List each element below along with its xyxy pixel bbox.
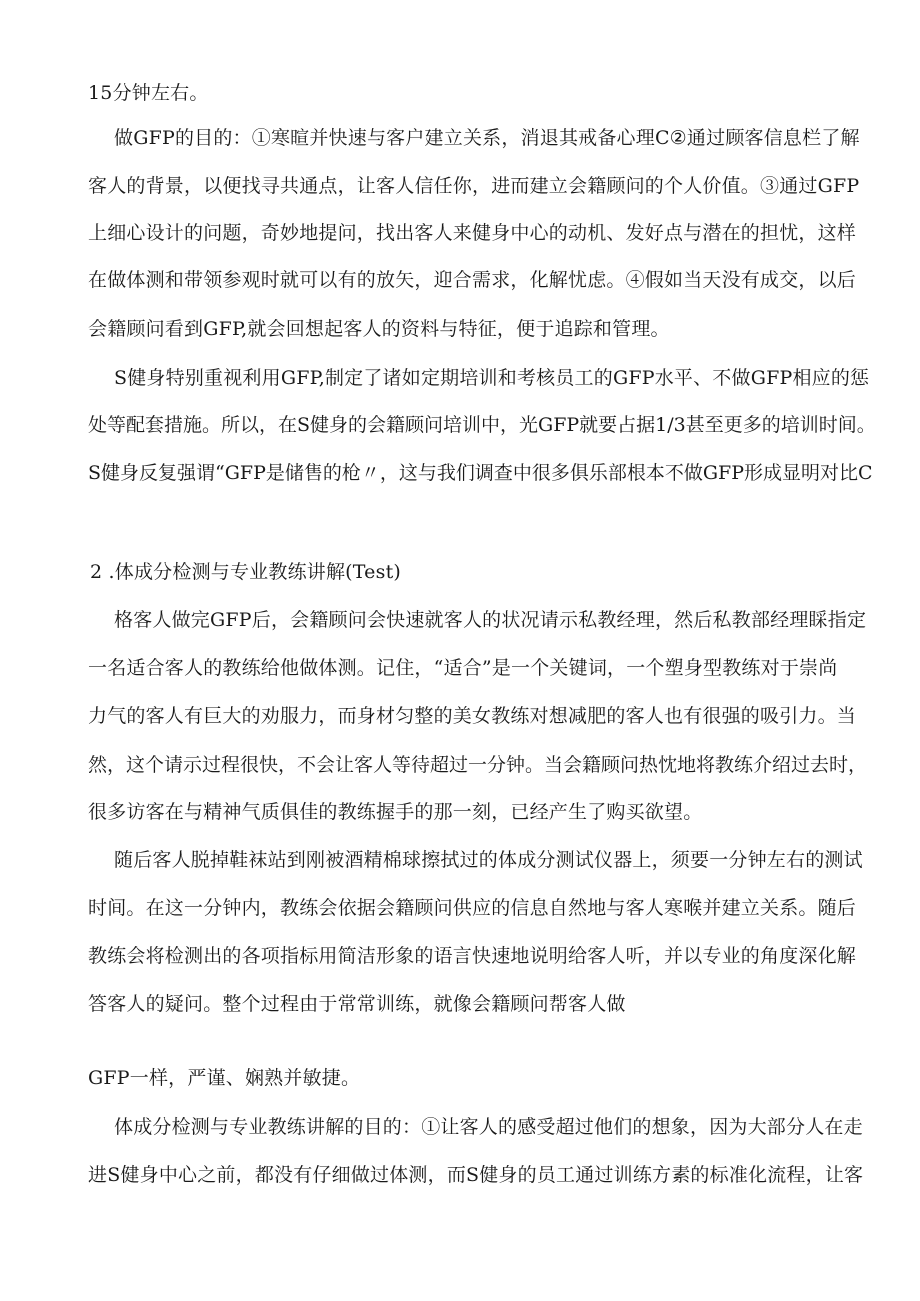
text-line: 一名适合客人的教练给他做体测。记住，“适合”是一个关键词，一个塑身型教练对于崇尚 — [88, 657, 838, 679]
paragraph-first-line: 做GFP的目的：①寒暄并快速与客户建立关系，消退其戒备心理C②通过顾客信息栏了解 — [114, 127, 860, 149]
text-line: 教练会将检测出的各项指标用简洁形象的语言快速地说明给客人听，并以专业的角度深化解 — [88, 945, 857, 967]
text-line: 答客人的疑问。整个过程由于常常训练，就像会籍顾问帮客人做 — [88, 993, 626, 1015]
text-line: 会籍顾问看到GFP,就会回想起客人的资料与特征，便于追踪和管理。 — [88, 318, 670, 340]
paragraph-first-line: 随后客人脱掉鞋袜站到刚被酒精棉球擦拭过的体成分测试仪器上，须要一分钟左右的测试 — [114, 849, 863, 871]
text-line: 进S健身中心之前，都没有仔细做过体测，而S健身的员工通过训练方素的标准化流程，让客 — [88, 1164, 864, 1186]
text-line: 客人的背景，以便找寻共通点，让客人信任你，进而建立会籍顾问的个人价值。③通过GFP — [88, 175, 860, 197]
text-line: 时间。在这一分钟内，教练会依据会籍顾问供应的信息自然地与客人寒喉并建立关系。随后 — [88, 897, 857, 919]
paragraph-first-line: 体成分检测与专业教练讲解的目的：①让客人的感受超过他们的想象，因为大部分人在走 — [114, 1116, 863, 1138]
section-heading: 2 .体成分检测与专业教练讲解(Test) — [90, 561, 402, 583]
text-line: 上细心设计的问题，奇妙地提问，找出客人来健身中心的动机、发好点与潜在的担忧，这样 — [88, 222, 857, 244]
text-line: 在做体测和带领参观时就可以有的放矢，迎合需求，化解忧虑。④假如当天没有成交，以后 — [88, 269, 857, 291]
paragraph-first-line: 格客人做完GFP后，会籍顾问会快速就客人的状况请示私教经理，然后私教部经理睬指定 — [114, 609, 867, 631]
text-line: 然，这个请示过程很快，不会让客人等待超过一分钟。当会籍顾问热忱地将教练介绍过去时， — [88, 754, 868, 776]
text-line: S健身反复强谓“GFP是储售的枪〃，这与我们调查中很多俱乐部根本不做GFP形成显明对比C — [88, 462, 873, 484]
text-line: 处等配套措施。所以，在S健身的会籍顾问培训中，光GFP就要占据1/3甚至更多的培训时间。 — [88, 414, 876, 436]
text-line: 力气的客人有巨大的劝服力，而身材匀整的美女教练对想减肥的客人也有很强的吸引力。当 — [88, 705, 857, 727]
text-line: 很多访客在与精神气质俱佳的教练握手的那一刻，已经产生了购买欲望。 — [88, 801, 703, 823]
text-line: GFP一样，严谨、娴熟并敏捷。 — [88, 1067, 361, 1089]
text-line: 15分钟左右。 — [88, 82, 209, 104]
paragraph-first-line: S健身特别重视利用GFP,制定了诸如定期培训和考核员工的GFP水平、不做GFP相应的惩 — [114, 367, 870, 389]
